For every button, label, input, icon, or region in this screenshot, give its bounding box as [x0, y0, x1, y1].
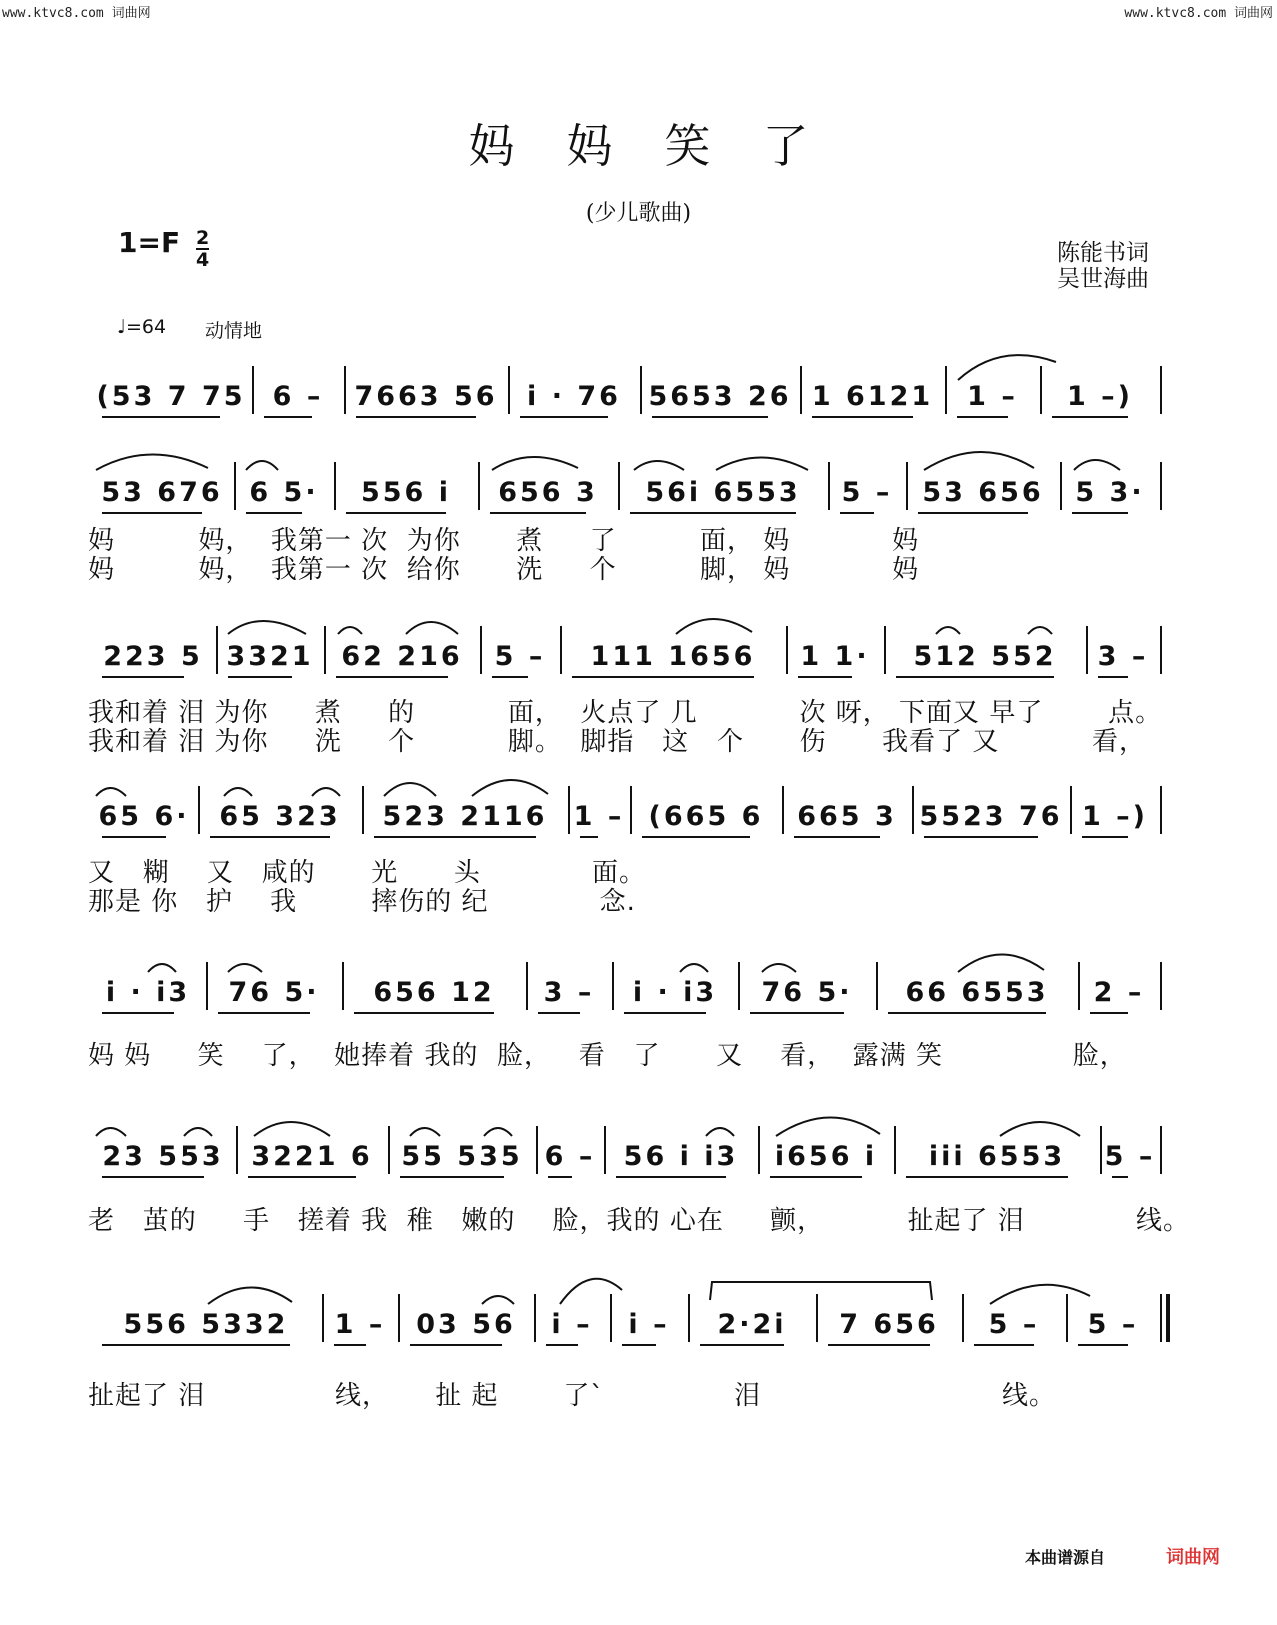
bar-line	[945, 366, 947, 414]
lyric-line: 又 糊 又 咸的 光 头 面。	[88, 858, 646, 888]
bar-line	[526, 962, 528, 1010]
beam-line	[630, 512, 796, 514]
beam-line	[102, 1012, 174, 1014]
measure: 3 –	[543, 977, 595, 1008]
beam-line	[102, 416, 220, 418]
measure: 1 –	[967, 381, 1018, 412]
measure: 556 5332	[123, 1309, 289, 1340]
measure: 56 i i3	[623, 1141, 739, 1172]
bar-line	[618, 462, 620, 510]
beam-line	[264, 416, 312, 418]
lyric-line: 妈 妈 笑 了， 她捧着 我的 脸， 看 了 又 看， 露满 笑 脸，	[88, 1041, 1127, 1071]
footer-site-logo[interactable]: 词曲网	[1166, 1547, 1220, 1568]
measure: 7663 56	[354, 381, 498, 412]
bar-line	[1160, 1126, 1162, 1174]
beam-line	[546, 1344, 578, 1346]
measure: (53 7 75	[96, 381, 246, 412]
measure: 5653 26	[648, 381, 792, 412]
final-bar-line	[1166, 1294, 1170, 1342]
measure: 2 –	[1093, 977, 1145, 1008]
expression-marking: 动情地	[205, 320, 263, 342]
bar-line	[1160, 962, 1162, 1010]
beam-line	[1082, 836, 1128, 838]
bar-line	[1160, 462, 1162, 510]
measure: 656 12	[373, 977, 495, 1008]
bar-line	[782, 786, 784, 834]
bar-line	[388, 1126, 390, 1174]
beam-line	[652, 416, 768, 418]
beam-line	[918, 512, 1028, 514]
beam-line	[102, 676, 184, 678]
beam-line	[840, 512, 874, 514]
bar-line	[738, 962, 740, 1010]
beam-line	[336, 676, 448, 678]
bar-line	[612, 962, 614, 1010]
bar-line	[906, 462, 908, 510]
bar-line	[962, 1294, 964, 1342]
measure: 66 6553	[905, 977, 1049, 1008]
measure: 7 656	[839, 1309, 939, 1340]
beam-line	[812, 416, 913, 418]
beam-line	[622, 1344, 656, 1346]
measure: 6 5·	[249, 477, 319, 508]
bar-line	[758, 1126, 760, 1174]
beam-line	[228, 676, 292, 678]
bar-line	[334, 462, 336, 510]
measure: 223 5	[103, 641, 203, 672]
bar-line	[568, 786, 570, 834]
bar-line	[1160, 626, 1162, 674]
time-signature-bottom: 4	[196, 249, 210, 271]
bar-line	[816, 1294, 818, 1342]
beam-line	[750, 1012, 844, 1014]
beam-line	[102, 836, 166, 838]
measure: 6 –	[544, 1141, 596, 1172]
beam-line	[906, 1176, 1068, 1178]
bar-line	[324, 626, 326, 674]
bar-line	[216, 626, 218, 674]
bar-line	[534, 1294, 536, 1342]
beam-line	[248, 1176, 356, 1178]
measure: 5 3·	[1075, 477, 1145, 508]
watermark-left: www.ktvc8.com 词曲网	[2, 6, 151, 21]
measure: 76 5·	[228, 977, 320, 1008]
measure: 03 56	[416, 1309, 516, 1340]
beam-line	[1072, 512, 1128, 514]
measure: 76 5·	[761, 977, 853, 1008]
bar-line	[1066, 1294, 1068, 1342]
measure: 5 –	[494, 641, 546, 672]
measure: 1 –)	[1081, 801, 1149, 832]
measure: 523 2116	[382, 801, 548, 832]
lyric-line: 老 茧的 手 搓着 我 稚 嫩的 脸，我的 心在 颤， 扯起了 泪 线。	[88, 1206, 1190, 1236]
bar-line	[876, 962, 878, 1010]
measure: (665 6	[648, 801, 764, 832]
measure: 3221 6	[251, 1141, 373, 1172]
bar-line	[362, 786, 364, 834]
measure: i –	[551, 1309, 593, 1340]
measure: 5523 76	[919, 801, 1063, 832]
bar-line	[480, 626, 482, 674]
tempo-marking: ♩=64	[117, 316, 167, 338]
beam-line	[400, 1176, 504, 1178]
measure: 65 6·	[98, 801, 190, 832]
beam-line	[1052, 416, 1128, 418]
beam-line	[828, 1344, 930, 1346]
measure: 1 –	[334, 1309, 386, 1340]
bar-line	[630, 786, 632, 834]
beam-line	[974, 1344, 1034, 1346]
measure: 111 1656	[590, 641, 756, 672]
bar-line	[800, 366, 802, 414]
beam-line	[102, 512, 202, 514]
measure: 556 i	[360, 477, 451, 508]
bar-line	[1160, 1294, 1162, 1342]
beam-line	[218, 1012, 310, 1014]
beam-line	[538, 1012, 580, 1014]
beam-line	[490, 512, 586, 514]
bar-line	[604, 1126, 606, 1174]
beam-line	[334, 1344, 366, 1346]
bar-line	[786, 626, 788, 674]
bar-line	[342, 962, 344, 1010]
lyricist-credit: 陈能书词	[1057, 240, 1149, 266]
bar-line	[1100, 1126, 1102, 1174]
measure: 23 553	[102, 1141, 224, 1172]
bar-line	[398, 1294, 400, 1342]
measure: i · 76	[527, 381, 621, 412]
time-signature	[196, 228, 209, 270]
measure: iii 6553	[928, 1141, 1066, 1172]
measure: 53 676	[101, 477, 223, 508]
lyric-line: 我和着 泪 为你 煮 的 面， 火点了 几 次 呀， 下面又 早了 点。	[88, 698, 1163, 728]
song-title: 妈妈笑了	[468, 119, 861, 173]
measure: 56i 6553	[645, 477, 801, 508]
measure: i –	[628, 1309, 670, 1340]
measure: 665 3	[797, 801, 897, 832]
bar-line	[884, 626, 886, 674]
beam-line	[492, 676, 528, 678]
beam-line	[354, 1012, 494, 1014]
beam-line	[957, 416, 1008, 418]
beam-line	[580, 836, 598, 838]
measure: 1 –)	[1066, 381, 1134, 412]
beam-line	[1098, 676, 1128, 678]
bar-line	[198, 786, 200, 834]
beam-line	[346, 512, 446, 514]
bar-line	[1078, 962, 1080, 1010]
beam-line	[798, 676, 852, 678]
beam-line	[924, 836, 1038, 838]
measure: i656 i	[774, 1141, 878, 1172]
bar-line	[610, 1294, 612, 1342]
beam-line	[520, 416, 608, 418]
measure: 5 –	[841, 477, 893, 508]
beam-line	[1112, 1176, 1128, 1178]
bar-line	[252, 366, 254, 414]
measure: 55 535	[401, 1141, 523, 1172]
beam-line	[896, 676, 1054, 678]
measure: 6 –	[272, 381, 324, 412]
song-subtitle: (少儿歌曲)	[585, 201, 692, 226]
measure: 53 656	[922, 477, 1044, 508]
measure: 2·2i	[717, 1309, 787, 1340]
lyric-line: 我和着 泪 为你 洗 个 脚。 脚指 这 个 伤 我看了 又 看，	[88, 727, 1147, 757]
bar-line	[560, 626, 562, 674]
measure: 1 1·	[800, 641, 870, 672]
measure: 1 –	[573, 801, 625, 832]
bar-line	[236, 1126, 238, 1174]
bar-line	[234, 462, 236, 510]
beam-line	[794, 836, 880, 838]
bar-line	[894, 1126, 896, 1174]
lyric-line: 扯起了 泪 线， 扯 起 了` 泪 线。	[88, 1381, 1056, 1411]
measure: i · i3	[632, 977, 718, 1008]
lyric-line: 那是 你 护 我 摔伤的 纪 念.	[88, 887, 636, 917]
measure: 1 6121	[811, 381, 934, 412]
composer-credit: 吴世海曲	[1057, 266, 1149, 292]
bar-line	[536, 1126, 538, 1174]
beam-line	[410, 1344, 502, 1346]
watermark-right: www.ktvc8.com 词曲网	[1124, 6, 1273, 21]
beam-line	[548, 1176, 572, 1178]
beam-line	[246, 512, 302, 514]
footer-source: 本曲谱源自	[1025, 1548, 1106, 1567]
measure: 512 552	[913, 641, 1057, 672]
measure: 3321	[226, 641, 314, 672]
bar-line	[344, 366, 346, 414]
time-signature-top: 2	[196, 227, 210, 249]
beam-line	[1090, 1012, 1128, 1014]
measure: i · i3	[105, 977, 191, 1008]
measure: 5 –	[988, 1309, 1040, 1340]
beam-line	[572, 676, 754, 678]
beam-line	[642, 836, 750, 838]
measure: 62 216	[341, 641, 463, 672]
measure: 656 3	[498, 477, 598, 508]
beam-line	[700, 1344, 784, 1346]
beam-line	[374, 836, 536, 838]
bar-line	[1160, 786, 1162, 834]
bar-line	[1160, 366, 1162, 414]
measure: 5 –	[1104, 1141, 1156, 1172]
bar-line	[828, 462, 830, 510]
key-signature: 1=F	[118, 226, 181, 259]
measure: 5 –	[1087, 1309, 1139, 1340]
bar-line	[640, 366, 642, 414]
beam-line	[356, 416, 476, 418]
beam-line	[102, 1344, 290, 1346]
bar-line	[478, 462, 480, 510]
lyric-line: 妈 妈， 我第一 次 为你 煮 了 面， 妈 妈	[88, 526, 920, 556]
measure: 3 –	[1097, 641, 1149, 672]
bar-line	[322, 1294, 324, 1342]
bar-line	[206, 962, 208, 1010]
slur	[710, 1282, 932, 1300]
bar-line	[508, 366, 510, 414]
bar-line	[1040, 366, 1042, 414]
beam-line	[770, 1176, 862, 1178]
bar-line	[688, 1294, 690, 1342]
beam-line	[102, 1176, 204, 1178]
measure: 65 323	[219, 801, 341, 832]
bar-line	[1060, 462, 1062, 510]
beam-line	[616, 1176, 726, 1178]
lyric-line: 妈 妈， 我第一 次 给你 洗 个 脚， 妈 妈	[88, 555, 920, 585]
bar-line	[912, 786, 914, 834]
bar-line	[1070, 786, 1072, 834]
beam-line	[1078, 1344, 1128, 1346]
bar-line	[1086, 626, 1088, 674]
beam-line	[624, 1012, 706, 1014]
beam-line	[888, 1012, 1046, 1014]
beam-line	[210, 836, 330, 838]
